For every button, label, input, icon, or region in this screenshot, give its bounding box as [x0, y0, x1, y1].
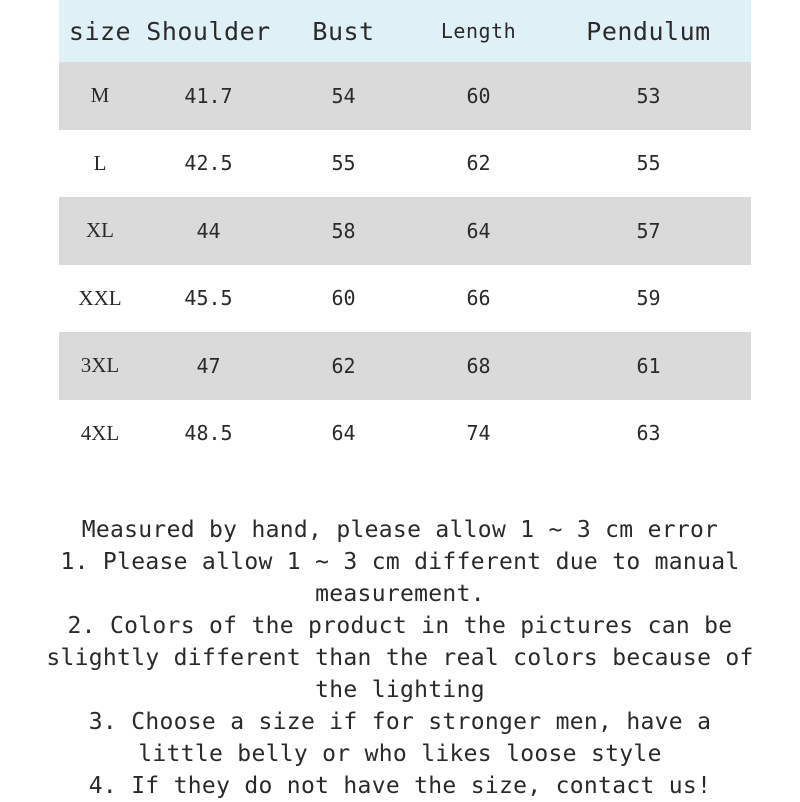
table-row: [59, 332, 751, 400]
cell-bust: 64: [331, 421, 356, 446]
cell-size: 4XL: [80, 420, 120, 445]
cell-size: 3XL: [80, 353, 120, 378]
size-chart-table: [59, 0, 751, 467]
cell-pendulum: 63: [636, 421, 661, 446]
cell-pendulum: 61: [636, 353, 661, 378]
cell-pendulum: 57: [636, 218, 661, 243]
cell-pendulum: 55: [636, 151, 661, 176]
cell-length: 66: [466, 286, 491, 311]
note-item: 3. Choose a size if for stronger men, have a little belly or who likes loose style: [88, 709, 712, 767]
table-row: [59, 400, 751, 468]
note-item: 1. Please allow 1 ~ 3 cm different due to manual measurement.: [60, 549, 740, 607]
cell-length: 60: [466, 83, 491, 108]
table-row: [59, 197, 751, 265]
header-length: Length: [440, 19, 517, 43]
cell-shoulder: 44: [196, 218, 221, 243]
cell-shoulder: 45.5: [184, 286, 233, 311]
cell-bust: 60: [331, 286, 356, 311]
cell-shoulder: 47: [196, 353, 221, 378]
cell-size: XXL: [78, 285, 122, 310]
note-item: 4. If they do not have the size, contact us!: [88, 773, 712, 799]
cell-bust: 58: [331, 218, 356, 243]
cell-bust: 55: [331, 151, 356, 176]
cell-pendulum: 59: [636, 286, 661, 311]
cell-pendulum: 53: [636, 83, 661, 108]
cell-size: M: [90, 83, 110, 108]
table-row: [59, 62, 751, 130]
table-row: [59, 130, 751, 198]
cell-length: 74: [466, 421, 491, 446]
cell-length: 68: [466, 353, 491, 378]
notes-intro: Measured by hand, please allow 1 ~ 3 cm error: [81, 517, 719, 543]
cell-bust: 62: [331, 353, 356, 378]
cell-length: 64: [466, 218, 491, 243]
header-pendulum: Pendulum: [586, 16, 711, 46]
cell-shoulder: 41.7: [184, 83, 233, 108]
note-item: 2. Colors of the product in the pictures can be slightly different than the real colors because of the lighting: [46, 613, 754, 703]
cell-shoulder: 48.5: [184, 421, 233, 446]
table-row: [59, 265, 751, 333]
cell-length: 62: [466, 151, 491, 176]
cell-bust: 54: [331, 83, 356, 108]
cell-shoulder: 42.5: [184, 151, 233, 176]
cell-size: XL: [86, 218, 114, 243]
cell-size: L: [93, 150, 107, 175]
header-bust: Bust: [312, 16, 375, 46]
header-size: size: [68, 16, 132, 46]
measurement-notes: [40, 514, 760, 802]
header-shoulder: Shoulder: [146, 16, 271, 46]
table-header-row: [59, 0, 751, 62]
